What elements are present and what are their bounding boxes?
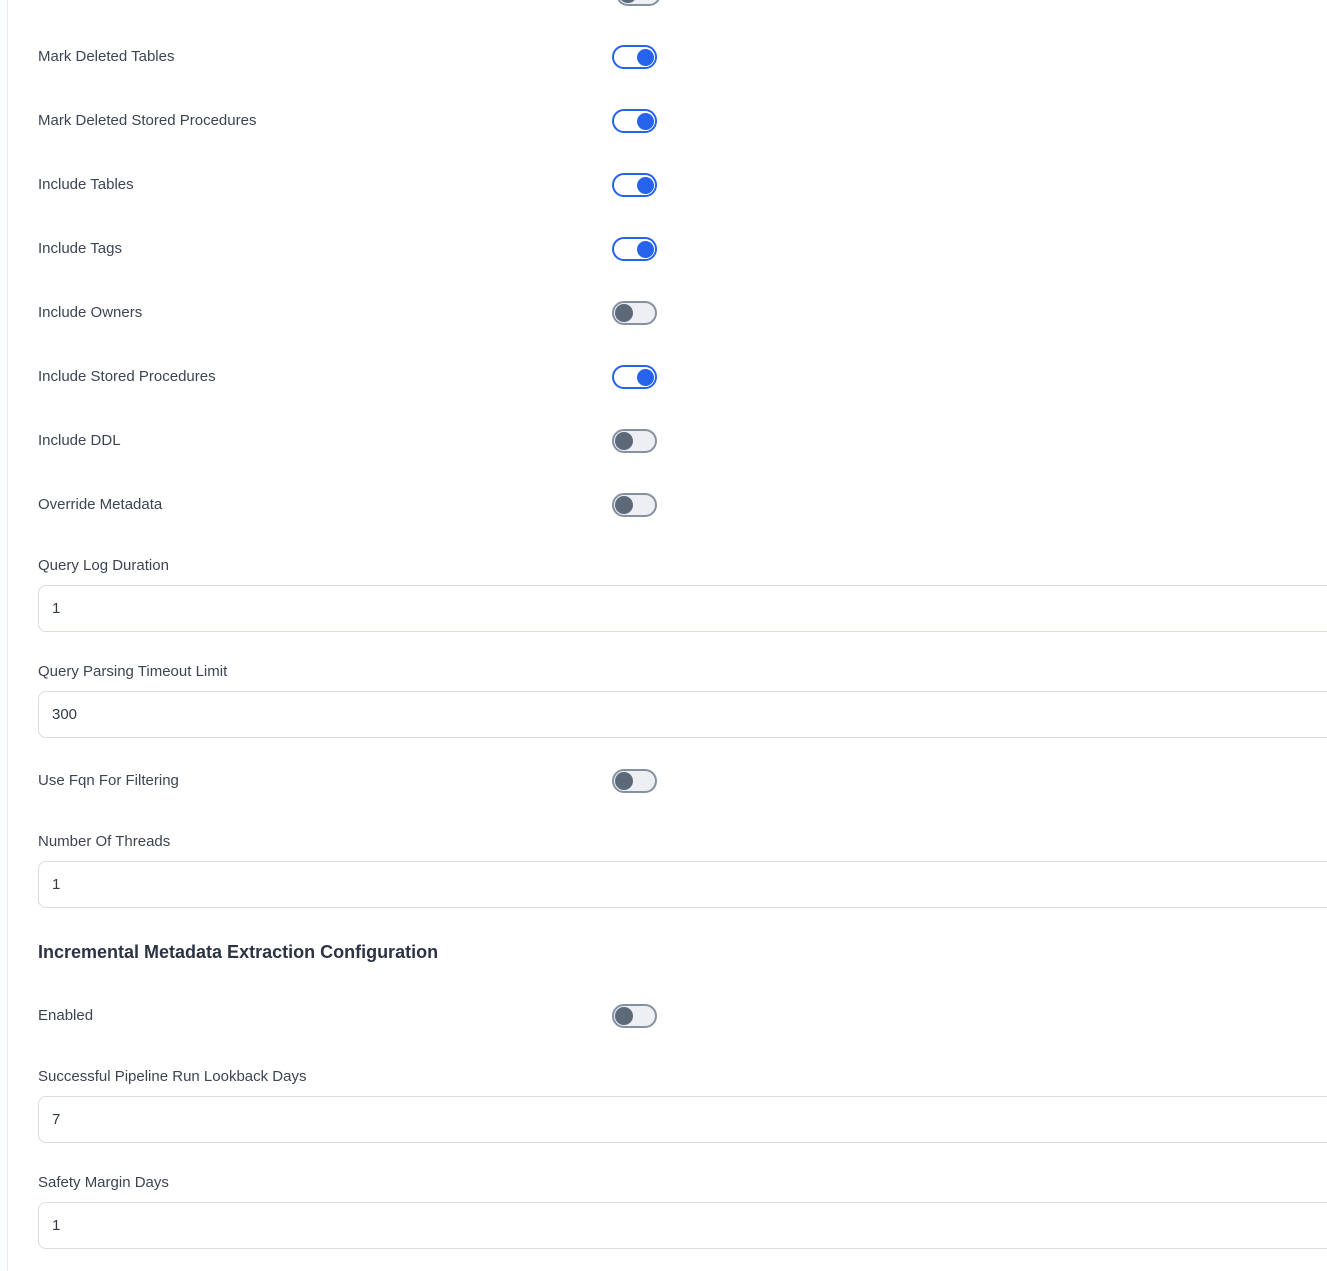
toggle-knob: [637, 49, 654, 66]
toggle-include-tables[interactable]: [612, 173, 657, 197]
toggle-field-row-include-tables: [38, 173, 1327, 197]
toggle-use-fqn-for-filtering[interactable]: [612, 769, 657, 793]
field-label: Use Fqn For Filtering: [38, 772, 179, 789]
toggle-knob: [615, 772, 633, 790]
toggle-field-row-include-stored-procedures: [38, 365, 1327, 389]
field-label: Include DDL: [38, 432, 121, 449]
toggle-field-row-enabled: [38, 1004, 1327, 1028]
toggle-mark-deleted-tables[interactable]: [612, 45, 657, 69]
input-field-group-query-log-duration: [38, 557, 1327, 632]
input-field-group-number-of-threads: [38, 833, 1327, 908]
field-label: Query Parsing Timeout Limit: [38, 663, 228, 680]
input-query-parsing-timeout-limit[interactable]: [38, 691, 1327, 738]
toggle-field-row-include-tags: [38, 237, 1327, 261]
toggle-field-row-mark-deleted-tables: [38, 45, 1327, 69]
field-label: Include Owners: [38, 304, 143, 321]
field-label: Safety Margin Days: [38, 1174, 169, 1191]
toggle-field-row-include-owners: [38, 301, 1327, 325]
toggle-include-stored-procedures[interactable]: [612, 365, 657, 389]
input-query-log-duration[interactable]: [38, 585, 1327, 632]
field-label: Enabled: [38, 1007, 94, 1024]
toggle-knob: [615, 304, 633, 322]
field-label: Override Metadata: [38, 496, 163, 513]
input-number-of-threads[interactable]: [38, 861, 1327, 908]
toggle-include-owners[interactable]: [612, 301, 657, 325]
input-field-group-successful-pipeline-run-lookback-days: [38, 1068, 1327, 1143]
toggle-field-row-override-metadata: [38, 493, 1327, 517]
toggle-enabled[interactable]: [612, 1004, 657, 1028]
field-label: Include Tags: [38, 240, 122, 257]
input-field-group-safety-margin-days: [38, 1174, 1327, 1249]
field-label: Successful Pipeline Run Lookback Days: [38, 1068, 307, 1085]
toggle-override-metadata[interactable]: [612, 493, 657, 517]
field-label: Mark Deleted Tables: [38, 48, 175, 65]
toggle-knob: [615, 1007, 633, 1025]
field-label: Query Log Duration: [38, 557, 169, 574]
toggle-include-ddl[interactable]: [612, 429, 657, 453]
field-label: Number Of Threads: [38, 833, 171, 850]
toggle-knob: [637, 177, 654, 194]
field-label: Include Stored Procedures: [38, 368, 216, 385]
toggle-knob: [615, 432, 633, 450]
toggle-knob: [615, 496, 633, 514]
toggle-include-tags[interactable]: [612, 237, 657, 261]
input-field-group-query-parsing-timeout-limit: [38, 663, 1327, 738]
input-successful-pipeline-run-lookback-days[interactable]: [38, 1096, 1327, 1143]
input-safety-margin-days[interactable]: [38, 1202, 1327, 1249]
field-label: Mark Deleted Stored Procedures: [38, 112, 257, 129]
toggle-field-row-mark-deleted-stored-procedures: [38, 109, 1327, 133]
toggle-knob: [637, 241, 654, 258]
toggle-mark-deleted-stored-procedures[interactable]: [612, 109, 657, 133]
toggle-field-row-include-ddl: [38, 429, 1327, 453]
field-label: Include Tables: [38, 176, 134, 193]
toggle-knob: [637, 369, 654, 386]
section-heading-incremental-metadata-extraction-configuration: Incremental Metadata Extraction Configuration: [38, 942, 439, 962]
toggle-field-row-use-fqn-for-filtering: [38, 769, 1327, 793]
toggle-knob: [637, 113, 654, 130]
